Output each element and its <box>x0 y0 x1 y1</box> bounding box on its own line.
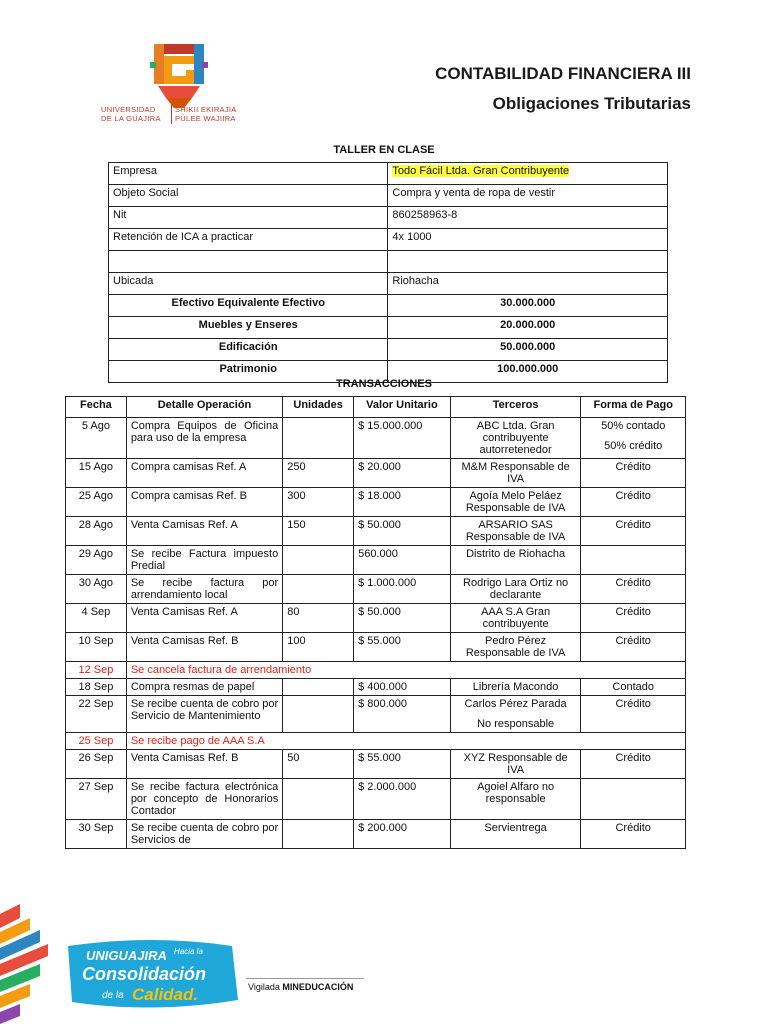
document-title: CONTABILIDAD FINANCIERA III <box>435 64 691 83</box>
transactions-table <box>65 396 686 849</box>
cell-terceros: AAA S.A Gran contribuyente <box>450 604 581 633</box>
cell-fecha: 30 Sep <box>66 820 127 849</box>
cell-detalle: Se recibe cuenta de cobro por Servicio de Mantenimiento <box>126 696 282 733</box>
table-row <box>66 418 686 459</box>
cell-unidades: 250 <box>283 459 354 488</box>
cell-detalle: Se recibe factura electrónica por concepto de Honorarios Contador <box>126 779 282 820</box>
terceros-line1: Carlos Pérez Parada <box>464 698 567 710</box>
col-valor: Valor Unitario <box>354 397 451 418</box>
badge-de-la: de la <box>102 990 124 1001</box>
table-row <box>66 696 686 733</box>
badge-hacia-la: Hacia la <box>174 947 203 956</box>
info-row-efectivo: Efectivo Equivalente Efectivo 30.000.000 <box>109 295 668 317</box>
table-row <box>66 459 686 488</box>
cell-valor: $ 2.000.000 <box>354 779 451 820</box>
cell-forma-pago: Crédito <box>581 459 686 488</box>
table-row <box>66 575 686 604</box>
table-row <box>66 779 686 820</box>
pago-line1: 50% contado <box>601 420 666 432</box>
cell-unidades: 150 <box>283 517 354 546</box>
col-detalle: Detalle Operación <box>126 397 282 418</box>
cell-detalle: Se recibe factura por arrendamiento local <box>126 575 282 604</box>
uniguajira-quality-badge <box>62 936 242 1012</box>
cell-valor: $ 20.000 <box>354 459 451 488</box>
col-fecha: Fecha <box>66 397 127 418</box>
cell-detalle: Venta Camisas Ref. B <box>126 633 282 662</box>
cell-detalle: Venta Camisas Ref. B <box>126 750 282 779</box>
cell-fecha: 28 Ago <box>66 517 127 546</box>
cell-detalle: Venta Camisas Ref. A <box>126 604 282 633</box>
cell-terceros: Agoía Melo Peláez Responsable de IVA <box>450 488 581 517</box>
table-row <box>66 633 686 662</box>
cell-forma-pago <box>581 546 686 575</box>
cell-valor: $ 50.000 <box>354 517 451 546</box>
cell-terceros: Distrito de Riohacha <box>450 546 581 575</box>
logo-separator <box>171 104 172 124</box>
cell-valor: $ 55.000 <box>354 750 451 779</box>
cell-fecha: 26 Sep <box>66 750 127 779</box>
table-row <box>66 820 686 849</box>
cell-forma-pago: Crédito <box>581 633 686 662</box>
logo-text-left: UNIVERSIDAD DE LA GUAJIRA <box>101 105 161 123</box>
cell-fecha: 22 Sep <box>66 696 127 733</box>
cell-unidades: 80 <box>283 604 354 633</box>
cell-unidades <box>283 696 354 733</box>
cell-forma-pago <box>581 779 686 820</box>
cell-detalle: Se recibe Factura impuesto Predial <box>126 546 282 575</box>
cell-terceros: M&M Responsable de IVA <box>450 459 581 488</box>
cell-valor: $ 50.000 <box>354 604 451 633</box>
cell-fecha: 25 Ago <box>66 488 127 517</box>
badge-uniguajira: UNIGUAJIRA <box>86 948 167 963</box>
cell-unidades <box>283 820 354 849</box>
cell-fecha: 5 Ago <box>66 418 127 459</box>
cell-fecha: 27 Sep <box>66 779 127 820</box>
cell-forma-pago: Contado <box>581 679 686 696</box>
table-row <box>66 546 686 575</box>
cell-terceros: Pedro Pérez Responsable de IVA <box>450 633 581 662</box>
cell-terceros: Agoiel Alfaro no responsable <box>450 779 581 820</box>
cell-valor: $ 800.000 <box>354 696 451 733</box>
cell-fecha: 12 Sep <box>66 662 127 679</box>
cell-unidades: 100 <box>283 633 354 662</box>
cell-forma-pago: Crédito <box>581 488 686 517</box>
table-row <box>66 679 686 696</box>
cell-terceros: ARSARIO SAS Responsable de IVA <box>450 517 581 546</box>
info-row-muebles: Muebles y Enseres 20.000.000 <box>109 317 668 339</box>
cell-terceros: ABC Ltda. Gran contribuyente autorretenedor <box>450 418 581 459</box>
logo-text-right: SHIKII EKIRAJIA PÜLEE WAJIIRA <box>175 105 237 123</box>
cell-terceros: Librería Macondo <box>450 679 581 696</box>
terceros-line2: No responsable <box>477 718 555 730</box>
cell-forma-pago: Crédito <box>581 750 686 779</box>
decorative-stripes <box>0 904 50 1024</box>
col-forma-pago: Forma de Pago <box>581 397 686 418</box>
cell-terceros: XYZ Responsable de IVA <box>450 750 581 779</box>
cell-detalle: Se recibe cuenta de cobro por Servicios de <box>126 820 282 849</box>
cell-forma-pago: Crédito <box>581 820 686 849</box>
info-row-objeto: Objeto Social Compra y venta de ropa de vestir <box>109 185 668 207</box>
document-subtitle: Obligaciones Tributarias <box>492 94 691 113</box>
table-header-row <box>66 397 686 418</box>
cell-terceros: Servientrega <box>450 820 581 849</box>
cell-forma-pago: Crédito <box>581 696 686 733</box>
cell-valor: $ 400.000 <box>354 679 451 696</box>
badge-calidad: Calidad. <box>132 985 199 1004</box>
cell-fecha: 25 Sep <box>66 733 127 750</box>
cell-detalle: Compra resmas de papel <box>126 679 282 696</box>
table-row <box>66 488 686 517</box>
cell-valor: $ 200.000 <box>354 820 451 849</box>
cell-valor: $ 18.000 <box>354 488 451 517</box>
badge-consolidacion: Consolidación <box>82 964 207 984</box>
col-terceros: Terceros <box>450 397 581 418</box>
cell-unidades <box>283 575 354 604</box>
table-row <box>66 750 686 779</box>
col-unidades: Unidades <box>283 397 354 418</box>
cell-unidades: 50 <box>283 750 354 779</box>
company-info-table <box>108 162 668 383</box>
table-row <box>66 662 686 679</box>
info-row-patrimonio: Patrimonio 100.000.000 <box>109 361 668 383</box>
cell-fecha: 30 Ago <box>66 575 127 604</box>
info-row-ica: Retención de ICA a practicar 4x 1000 <box>109 229 668 251</box>
info-row-ubicada: Ubicada Riohacha <box>109 273 668 295</box>
cell-forma-pago: Crédito <box>581 575 686 604</box>
cell-unidades: 300 <box>283 488 354 517</box>
pago-line2: 50% crédito <box>604 440 663 452</box>
info-row-nit: Nit 860258963-8 <box>109 207 668 229</box>
cell-detalle: Se recibe pago de AAA S.A <box>126 733 685 750</box>
cell-terceros: Rodrigo Lara Ortiz no declarante <box>450 575 581 604</box>
cell-unidades <box>283 418 354 459</box>
footer-divider <box>246 978 364 979</box>
cell-fecha: 29 Ago <box>66 546 127 575</box>
cell-forma-pago: Crédito <box>581 604 686 633</box>
info-row-blank <box>109 251 668 273</box>
cell-detalle: Venta Camisas Ref. A <box>126 517 282 546</box>
table-row <box>66 604 686 633</box>
cell-unidades <box>283 779 354 820</box>
vigilada-label: Vigilada MINEDUCACIÓN <box>248 982 354 992</box>
cell-forma-pago <box>581 418 686 459</box>
cell-valor: $ 1.000.000 <box>354 575 451 604</box>
cell-fecha: 18 Sep <box>66 679 127 696</box>
cell-fecha: 4 Sep <box>66 604 127 633</box>
cell-detalle: Compra camisas Ref. A <box>126 459 282 488</box>
info-row-edificacion: Edificación 50.000.000 <box>109 339 668 361</box>
cell-unidades <box>283 679 354 696</box>
cell-detalle: Compra Equipos de Oficina para uso de la empresa <box>126 418 282 459</box>
cell-fecha: 10 Sep <box>66 633 127 662</box>
cell-valor: 560.000 <box>354 546 451 575</box>
cell-valor: $ 55.000 <box>354 633 451 662</box>
cell-fecha: 15 Ago <box>66 459 127 488</box>
taller-title: TALLER EN CLASE <box>333 144 435 156</box>
highlighted-company: Todo Fácil Ltda. Gran Contribuyente <box>392 165 570 177</box>
cell-unidades <box>283 546 354 575</box>
cell-valor: $ 15.000.000 <box>354 418 451 459</box>
cell-forma-pago: Crédito <box>581 517 686 546</box>
transacciones-title: TRANSACCIONES <box>336 378 432 390</box>
table-row <box>66 733 686 750</box>
table-row <box>66 517 686 546</box>
cell-terceros <box>450 696 581 733</box>
info-row-empresa: Empresa Todo Fácil Ltda. Gran Contribuyente <box>109 163 668 185</box>
cell-detalle: Se cancela factura de arrendamiento <box>126 662 685 679</box>
cell-detalle: Compra camisas Ref. B <box>126 488 282 517</box>
